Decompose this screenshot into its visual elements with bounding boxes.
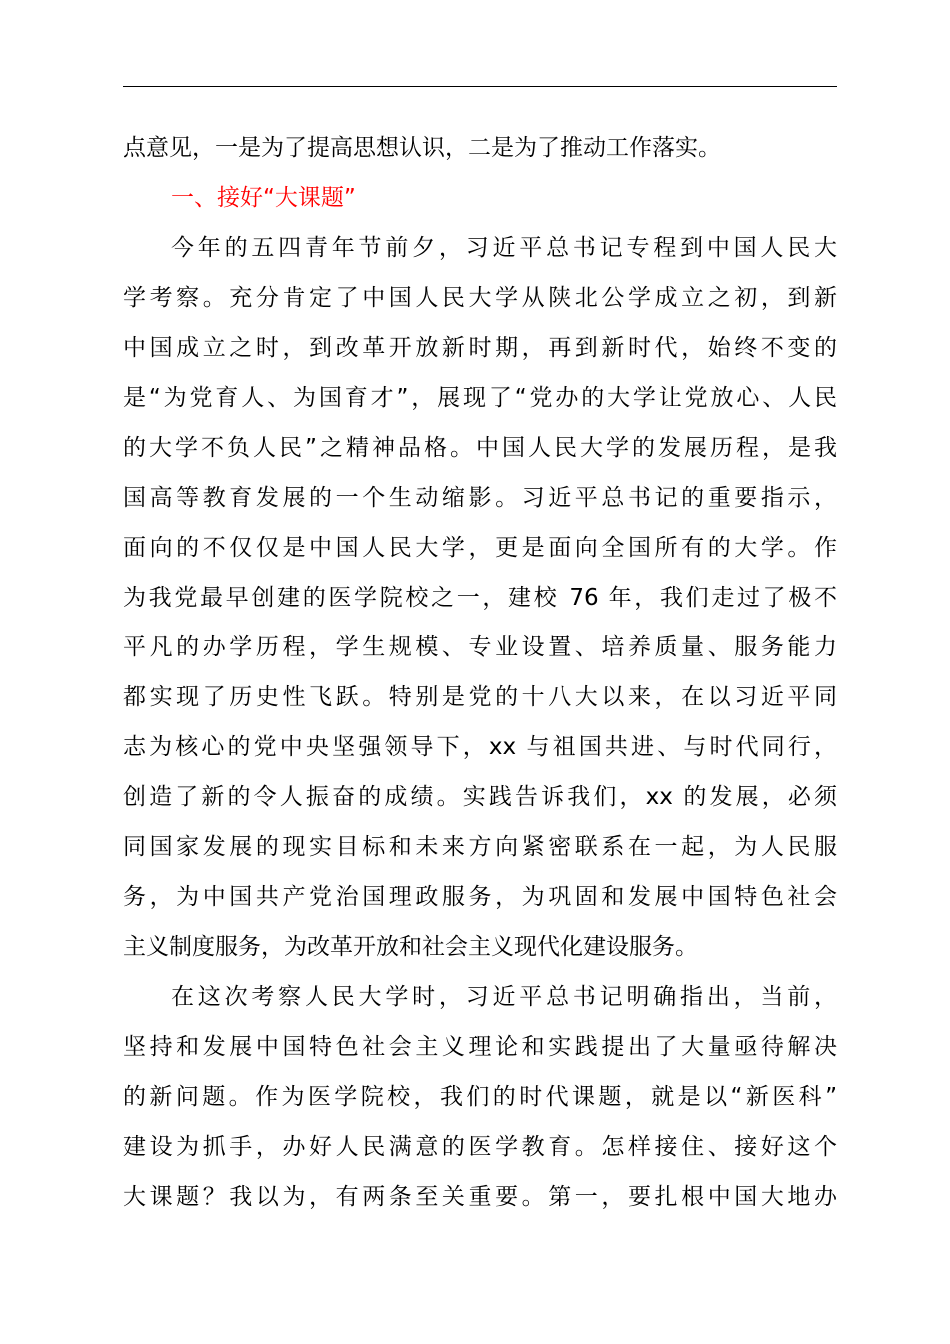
paragraph-2-line: 大课题？我以为，有两条至关重要。第一，要扎根中国大地办 — [123, 1184, 837, 1210]
paragraph-2-line: 的新问题。作为医学院校，我们的时代课题，就是以“新医科” — [123, 1084, 837, 1110]
paragraph-1-line: 中国成立之时，到改革开放新时期，再到新时代，始终不变的 — [123, 335, 837, 361]
paragraph-1-line: 主义制度服务，为改革开放和社会主义现代化建设服务。 — [123, 934, 698, 960]
paragraph-1-line: 志为核心的党中央坚强领导下，xx 与祖国共进、与时代同行， — [123, 734, 837, 760]
paragraph-1-line: 的大学不负人民”之精神品格。中国人民大学的发展历程，是我 — [123, 435, 837, 461]
section-heading: 一、接好“大课题” — [171, 185, 356, 211]
paragraph-2-line: 建设为抓手，办好人民满意的医学教育。怎样接住、接好这个 — [123, 1134, 837, 1160]
paragraph-1-line: 面向的不仅仅是中国人民大学，更是面向全国所有的大学。作 — [123, 535, 837, 561]
paragraph-1-line: 今年的五四青年节前夕，习近平总书记专程到中国人民大 — [171, 235, 837, 261]
paragraph-1-line: 国高等教育发展的一个生动缩影。习近平总书记的重要指示， — [123, 485, 837, 511]
paragraph-2-line: 坚持和发展中国特色社会主义理论和实践提出了大量亟待解决 — [123, 1034, 837, 1060]
paragraph-1-line: 学考察。充分肯定了中国人民大学从陕北公学成立之初，到新 — [123, 285, 837, 311]
paragraph-1-line: 同国家发展的现实目标和未来方向紧密联系在一起，为人民服 — [123, 834, 837, 860]
paragraph-2-line: 在这次考察人民大学时，习近平总书记明确指出，当前， — [171, 984, 837, 1010]
paragraph-1-line: 务，为中国共产党治国理政服务，为巩固和发展中国特色社会 — [123, 884, 837, 910]
paragraph-1-line: 是“为党育人、为国育才”，展现了“党办的大学让党放心、人民 — [123, 385, 837, 411]
paragraph-1-line: 都实现了历史性飞跃。特别是党的十八大以来，在以习近平同 — [123, 684, 837, 710]
paragraph-1-line: 创造了新的令人振奋的成绩。实践告诉我们，xx 的发展，必须 — [123, 784, 837, 810]
paragraph-intro-line: 点意见，一是为了提高思想认识，二是为了推动工作落实。 — [123, 135, 721, 161]
paragraph-1-line: 平凡的办学历程，学生规模、专业设置、培养质量、服务能力 — [123, 634, 837, 660]
paragraph-1-line: 为我党最早创建的医学院校之一，建校 76 年，我们走过了极不 — [123, 585, 837, 611]
header-rule — [123, 86, 837, 87]
